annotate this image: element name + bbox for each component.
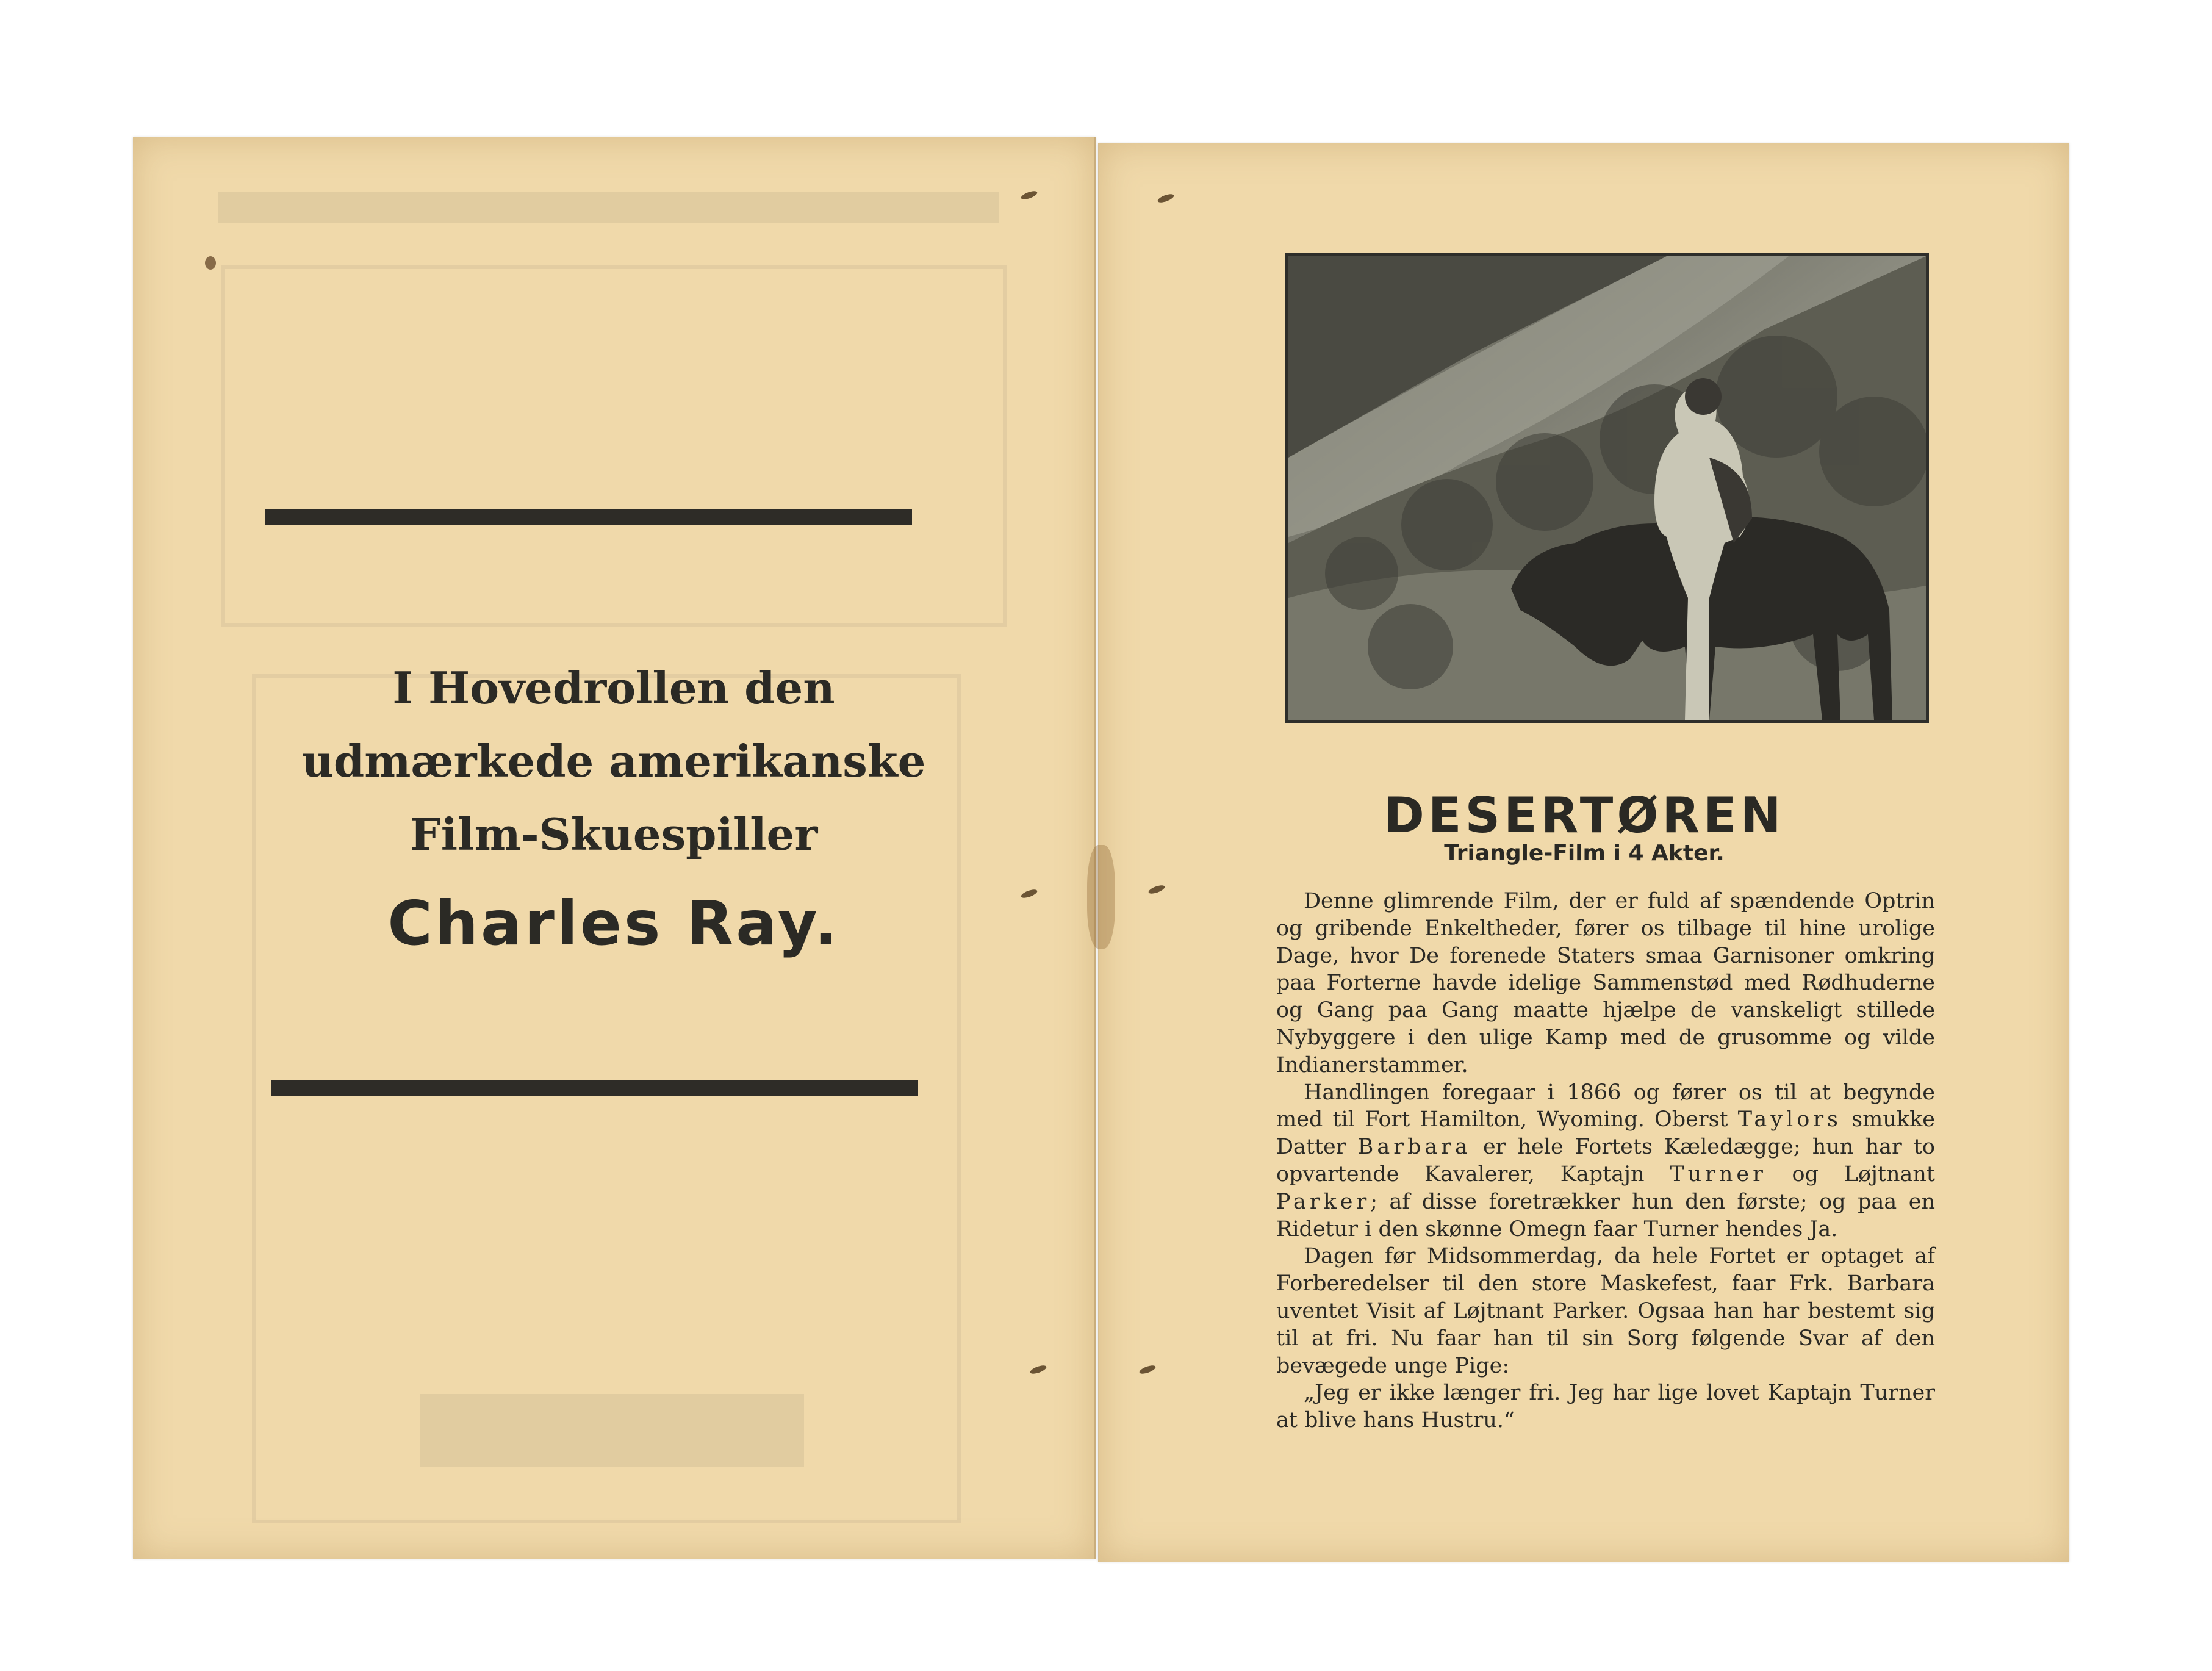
film-still-photo xyxy=(1285,253,1929,723)
film-title: DESERTØREN xyxy=(1384,787,1785,844)
bottom-rule xyxy=(271,1080,918,1096)
synopsis-paragraph-3: Dagen før Midsommerdag, da hele Fortet er optaget af Forberedelser til den store Maskefest, faar Frk. Barbara uventet Visit af Løjtnant Parker. Ogsaa han har bestemt sig til at fri. Nu faar han til sin Sorg følgende Svar af den bevægede unge Pige: xyxy=(1276,1244,1935,1378)
film-subtitle: Triangle-Film i 4 Akter. xyxy=(1444,841,1725,866)
synopsis-quote: „Jeg er ikke længer fri. Jeg har lige lovet Kaptajn Turner at blive hans Hustru.“ xyxy=(1276,1381,1935,1433)
synopsis xyxy=(1276,888,1935,1434)
headline-line-2: udmærkede amerikanske xyxy=(301,735,926,787)
synopsis-paragraph-2: Handlingen foregaar i 1866 og fører os til at begynde med til Fort Hamilton, Wyoming. Oberst Taylors smukke Datter Barbara er hele Fortets Kæledægge; hun har to opvartende Kavalerer, Kaptajn Turner og Løjtnant Parker; af disse foretrækker hun den første; og paa en Ridetur i den skønne Omegn faar Turner hendes Ja. xyxy=(1276,1080,1935,1242)
right-page xyxy=(1098,143,2069,1562)
synopsis-paragraph-1: Denne glimrende Film, der er fuld af spændende Optrin og gribende Enkeltheder, fører os tilbage til hine urolige Dage, hvor De forenede Staters smaa Garnisoner omkring paa Forterne havde idelige Sammenstød med Rødhuderne og Gang paa Gang maatte hjælpe de vanskeligt stillede Nybyggere i den ulige Kamp med de grusomme og vilde Indianerstammer. xyxy=(1276,889,1935,1077)
headline-line-1: I Hovedrollen den xyxy=(392,662,835,714)
headline-line-3: Film-Skuespiller xyxy=(409,808,818,860)
actor-name: Charles Ray. xyxy=(387,888,840,959)
left-page xyxy=(133,137,1096,1559)
top-rule xyxy=(265,509,912,525)
